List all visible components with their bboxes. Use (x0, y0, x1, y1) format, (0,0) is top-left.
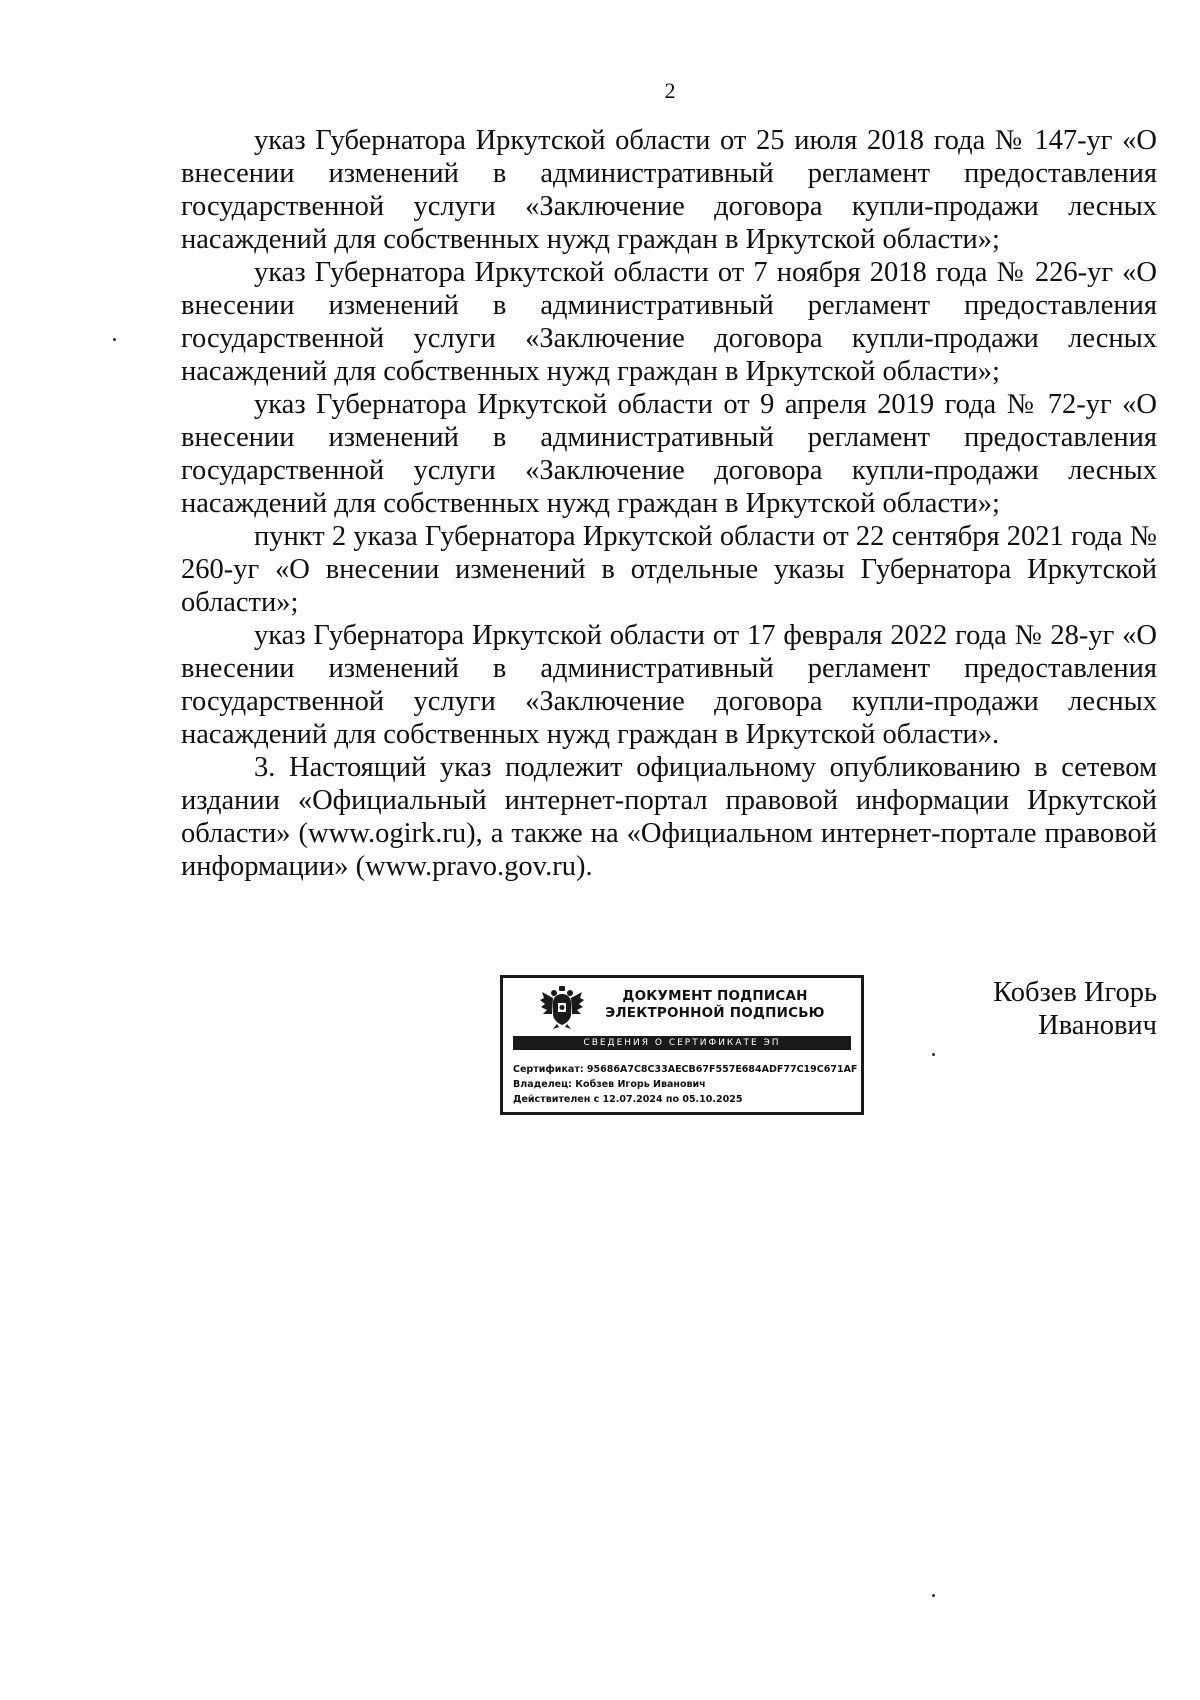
paragraph-decree-226: указ Губернатора Иркутской области от 7 ноября 2018 года № 226-уг «О внесении изменений в административный регламент предоставления государственной услуги «Заключение договора купли-продажи лесных насаждений для собственных нужд граждан в Иркутской области»; (181, 257, 1157, 387)
certificate-owner: Владелец: Кобзев Игорь Иванович (513, 1079, 706, 1090)
electronic-signature-stamp (500, 975, 864, 1115)
scan-speck (932, 1053, 935, 1056)
paragraph-decree-28: указ Губернатора Иркутской области от 17 февраля 2022 года № 28-уг «О внесении изменений в административный регламент предоставления государственной услуги «Заключение договора купли-продажи лесных насаждений для собственных нужд граждан в Иркутской области». (181, 620, 1157, 750)
paragraph-publication: 3. Настоящий указ подлежит официальному опубликованию в сетевом издании «Официальный интернет-портал правовой информации Иркутской области» (www.ogirk.ru), а также на «Официальном интернет-портале правовой информации» (www.pravo.gov.ru). (181, 752, 1157, 882)
stamp-title (585, 988, 845, 1022)
page-number: 2 (664, 78, 676, 103)
certificate-validity: Действителен с 12.07.2024 по 05.10.2025 (513, 1094, 743, 1105)
scan-speck (932, 1594, 935, 1597)
certificate-info-bar: СВЕДЕНИЯ О СЕРТИФИКАТЕ ЭП (513, 1036, 851, 1050)
double-headed-eagle-emblem-icon (539, 984, 585, 1030)
certificate-details (513, 1062, 863, 1107)
document-body (181, 124, 1157, 883)
certificate-number: Сертификат: 95686A7C8C33AECB67F557E684ADF77C19C671AF (513, 1064, 858, 1075)
signer-name-line2: Иванович (1038, 1010, 1157, 1041)
scan-speck (113, 338, 116, 341)
paragraph-decree-147: указ Губернатора Иркутской области от 25 июля 2018 года № 147-уг «О внесении изменений в административный регламент предоставления государственной услуги «Заключение договора купли-продажи лесных насаждений для собственных нужд граждан в Иркутской области»; (181, 125, 1157, 255)
signer-name (900, 976, 1157, 1042)
stamp-title-line1: ДОКУМЕНТ ПОДПИСАН (622, 988, 808, 1004)
paragraph-decree-72: указ Губернатора Иркутской области от 9 апреля 2019 года № 72-уг «О внесении изменений в административный регламент предоставления государственной услуги «Заключение договора купли-продажи лесных насаждений для собственных нужд граждан в Иркутской области»; (181, 389, 1157, 519)
signer-name-line1: Кобзев Игорь (993, 977, 1157, 1008)
paragraph-decree-260: пункт 2 указа Губернатора Иркутской области от 22 сентября 2021 года № 260-уг «О внесении изменений в отдельные указы Губернатора Иркутской области»; (181, 521, 1157, 618)
stamp-title-line2: ЭЛЕКТРОННОЙ ПОДПИСЬЮ (605, 1005, 825, 1021)
